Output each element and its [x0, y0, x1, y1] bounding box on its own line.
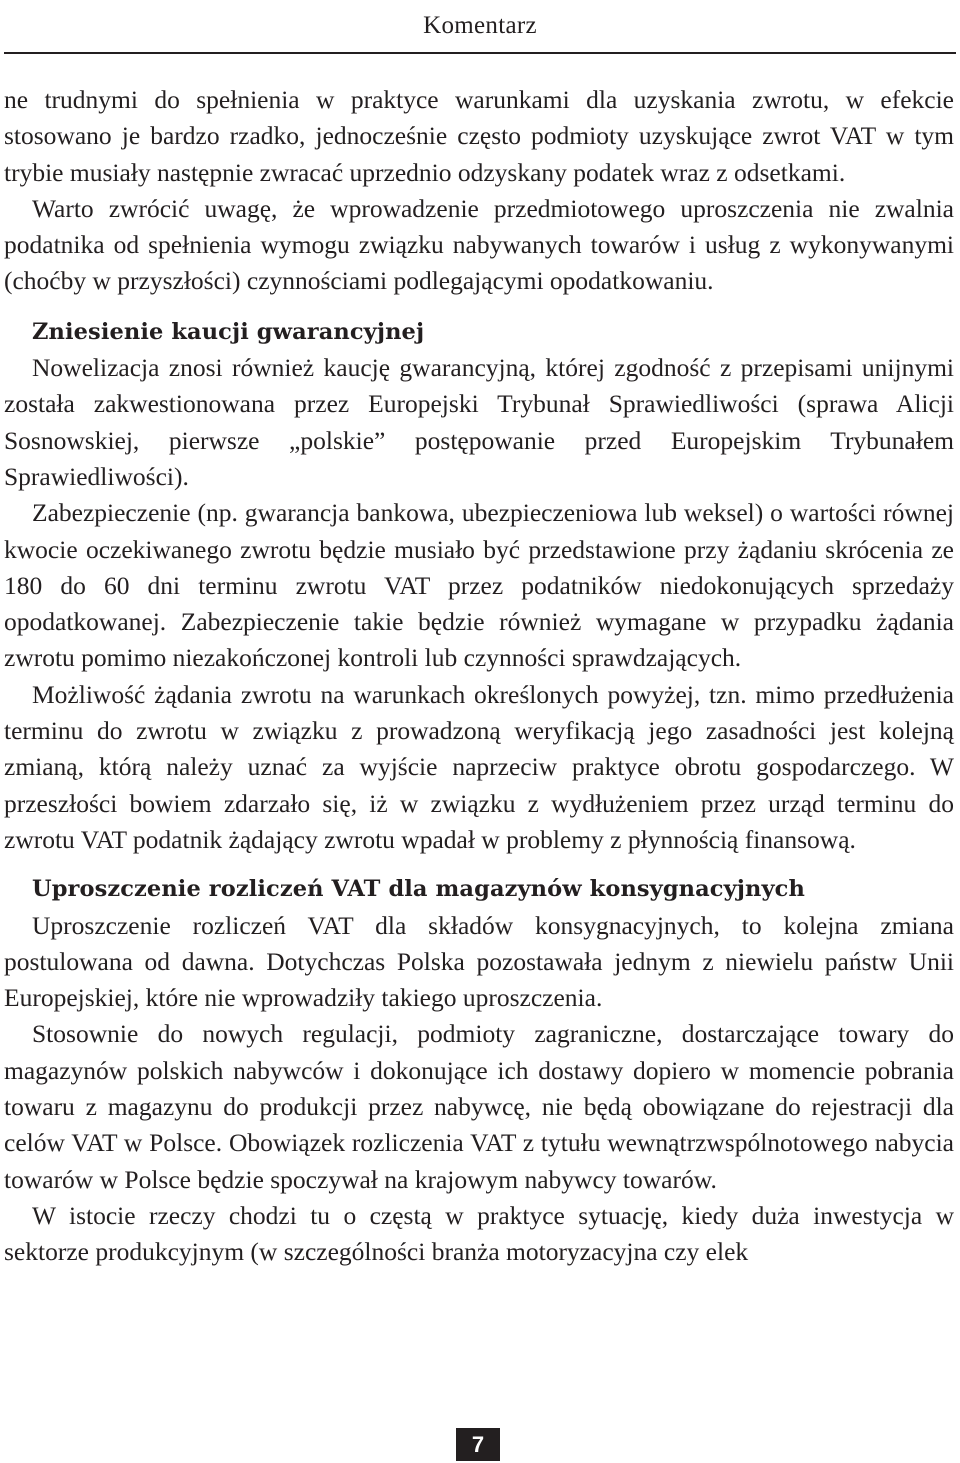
paragraph: Nowelizacja znosi również kaucję gwarancyjną, której zgodność z przepisami unijnymi została zakwestionowana przez Europejski Trybunał Sprawiedliwości (sprawa Alicji Sosnowskiej, pierwsze „polskie” postępowanie przed Europejskim Trybunałem Sprawiedliwości). — [4, 353, 954, 491]
section-heading: Zniesienie kaucji gwarancyjnej — [32, 318, 425, 345]
header-rule — [4, 52, 956, 54]
section-spacer — [4, 300, 954, 314]
paragraph: W istocie rzeczy chodzi tu o częstą w praktyce sytuację, kiedy duża inwestycja w sektorze produkcyjnym (w szczególności branża motoryzacyjna czy elek — [4, 1200, 954, 1267]
body-text — [4, 82, 954, 1271]
page-number: 7 — [456, 1428, 500, 1461]
running-header: Komentarz — [423, 12, 537, 39]
paragraph: Uproszczenie rozliczeń VAT dla składów konsygnacyjnych, to kolejna zmiana postulowana od dawna. Dotychczas Polska pozostawała jednym z niewielu państw Unii Europejskiej, które nie wprowadziły takiego uproszczenia. — [4, 910, 954, 1013]
section-spacer — [4, 858, 954, 871]
paragraph: Zabezpieczenie (np. gwarancja bankowa, ubezpieczeniowa lub weksel) o wartości równej kwocie oczekiwanego zwrotu będzie musiało być przedstawione przy żądaniu skrócenia ze 180 do 60 dni terminu zwrotu VAT przez podatników niedokonujących sprzedaży opodatkowanej. Zabezpieczenie takie będzie również wymagane w przypadku żądania zwrotu pomimo niezakończonej kontroli lub czynności sprawdzających. — [4, 498, 954, 673]
section-heading: Uproszczenie rozliczeń VAT dla magazynów konsygnacyjnych — [32, 876, 805, 903]
paragraph: Stosownie do nowych regulacji, podmioty zagraniczne, dostarczające towary do magazynów polskich nabywców i dokonujące ich dostawy dopiero w momencie pobrania towaru z magazynu do produkcji przez nabywcę, nie będą obowiązane do rejestracji dla celów VAT w Polsce. Obowiązek rozliczenia VAT z tytułu wewnątrzwspólnotowego nabycia towarów w Polsce będzie spoczywał na krajowym nabywcy towarów. — [4, 1019, 954, 1194]
paragraph: Warto zwrócić uwagę, że wprowadzenie przedmiotowego uproszczenia nie zwalnia podatnika od spełnienia wymogu związku nabywanych towarów i usług z wykonywanymi (choćby w przyszłości) czynnościami podlegającymi opodatkowaniu. — [4, 193, 954, 296]
paragraph: Możliwość żądania zwrotu na warunkach określonych powyżej, tzn. mimo przedłużenia terminu do zwrotu w związku z prowadzoną weryfikacją jego zasadności jest kolejną zmianą, którą należy uznać za wyjście naprzeciw praktyce obrotu gospodarczego. W przeszłości bowiem zdarzało się, iż w związku z wydłużeniem przez urząd terminu do zwrotu VAT podatnik żądający zwrotu wpadał w problemy z płynnością finansową. — [4, 679, 954, 854]
paragraph: ne trudnymi do spełnienia w praktyce warunkami dla uzyskania zwrotu, w efekcie stosowano je bardzo rzadko, jednocześnie często podmioty uzyskujące zwrot VAT w tym trybie musiały następnie zwracać uprzednio odzyskany podatek wraz z odsetkami. — [4, 85, 954, 187]
